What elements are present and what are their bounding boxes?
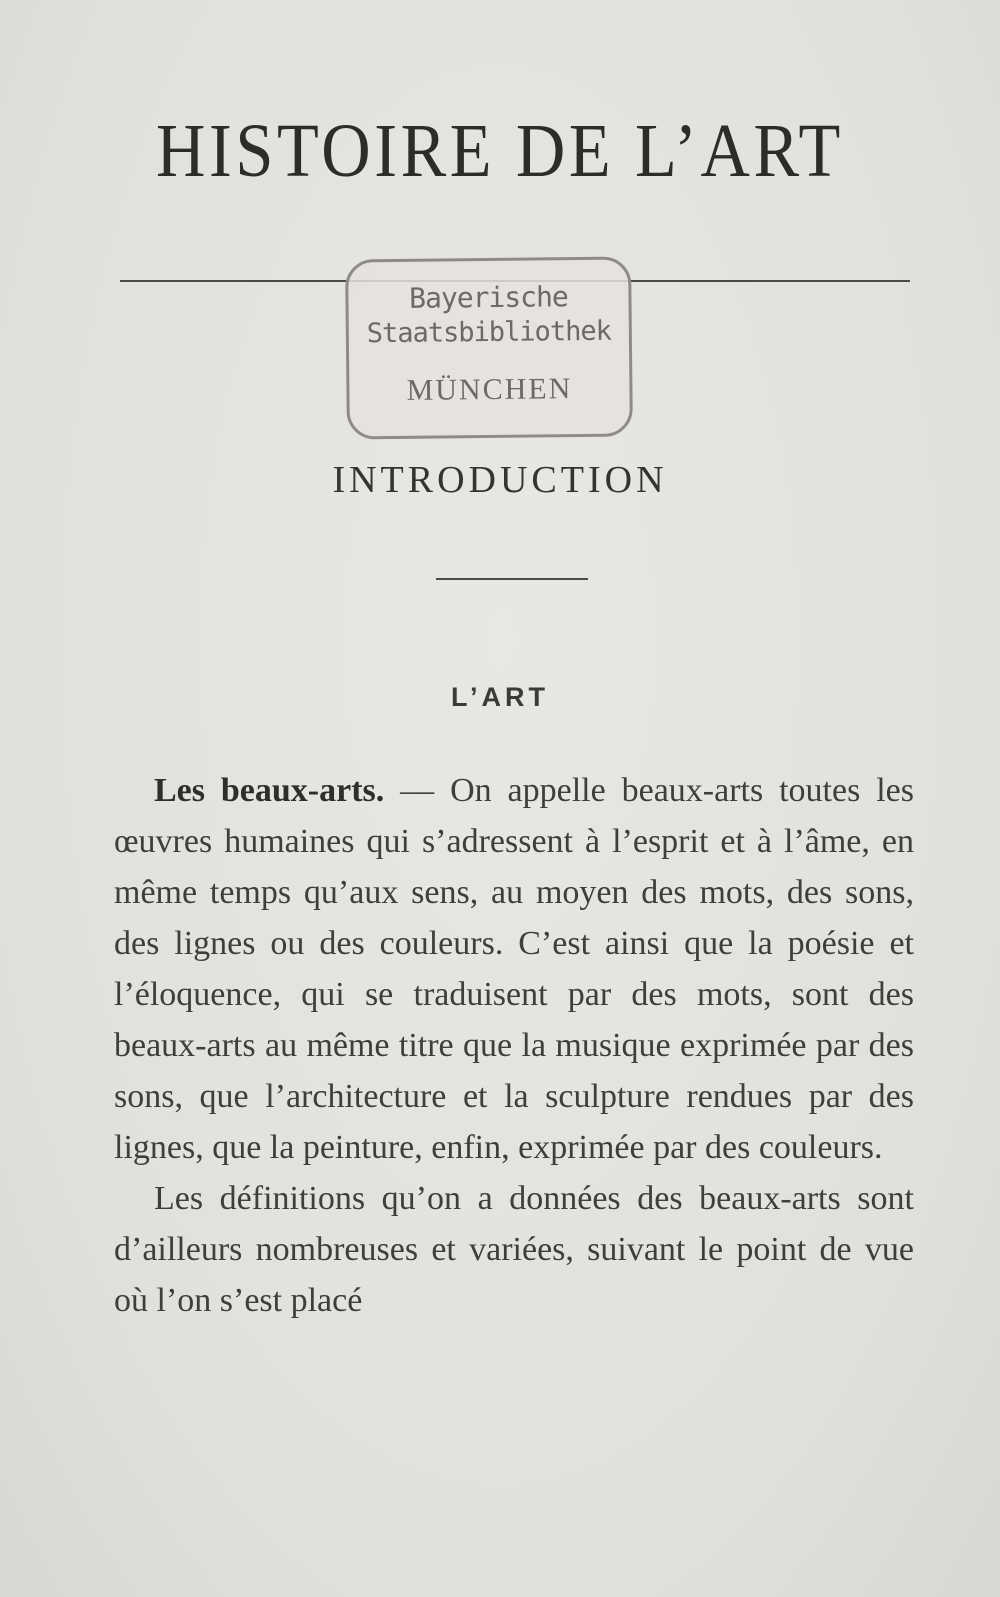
stamp-line-3: MÜNCHEN <box>406 372 573 407</box>
library-stamp <box>345 257 633 440</box>
paragraph-1-text: — On appelle beaux-arts toutes les œuvres humaines qui s’adressent à l’esprit et à l’âme, en même temps qu’aux sens, au moyen des mots, des sons, des lignes ou des couleurs. C’est ainsi que la poésie et l’éloquence, qui se traduisent par des mots, sont des beaux-arts au même titre que la musique exprimée par des sons, que l’architecture et la sculpture rendues par des lignes, que la peinture, enfin, exprimée par des couleurs. <box>114 772 914 1166</box>
stamp-line-2: Staatsbibliothek <box>366 315 612 350</box>
section-heading: INTRODUCTION <box>332 459 668 501</box>
section-divider <box>436 578 588 580</box>
stamp-line-1: Bayerische <box>409 280 568 315</box>
paragraph-1 <box>114 765 914 1173</box>
paragraph-2-text: Les définitions qu’on a données des beaux-arts sont d’ailleurs nombreuses et variées, suivant le point de vue où l’on s’est placé <box>114 1180 914 1319</box>
body-text <box>114 765 914 1326</box>
paragraph-2 <box>114 1173 914 1326</box>
run-in-heading: Les beaux-arts. <box>154 772 385 809</box>
subheading: L’ART <box>451 682 549 712</box>
page-title: HISTOIRE DE L’ART <box>156 109 844 193</box>
